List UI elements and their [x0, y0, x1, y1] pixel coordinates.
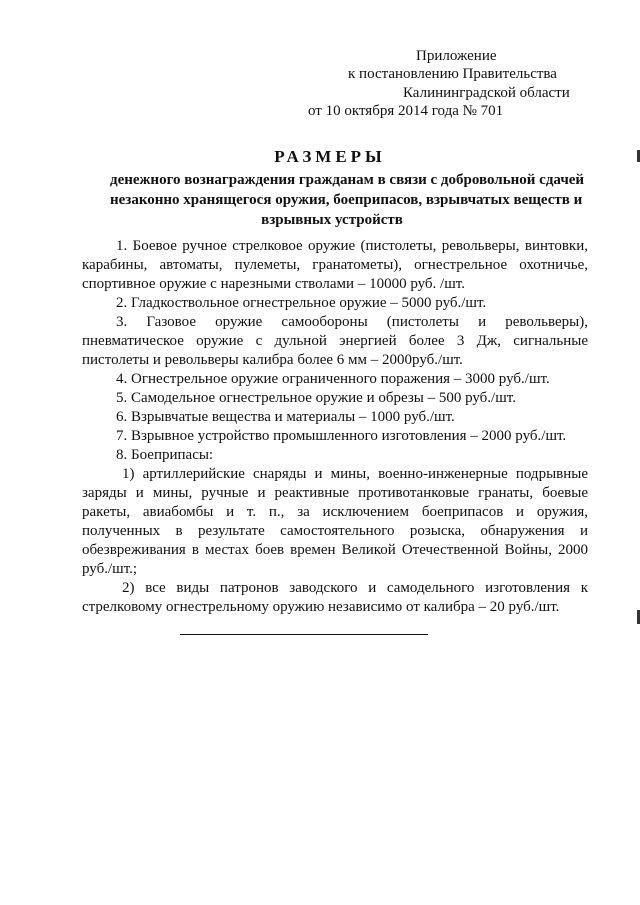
subitem-1-line-5: обезвреживания в местах боев времен Великой Отечественной Войны, 2000	[82, 542, 588, 558]
item-1-line-1: 1. Боевое ручное стрелковое оружие (пистолеты, револьверы, винтовки,	[116, 238, 588, 254]
item-5-line: 5. Самодельное огнестрельное оружие и обрезы – 500 руб./шт.	[116, 390, 516, 406]
item-1	[82, 237, 588, 294]
document-subtitle	[110, 170, 585, 230]
appendix-line-1: Приложение	[416, 48, 497, 64]
item-8-line: 8. Боеприпасы:	[116, 447, 214, 463]
item-2-line: 2. Гладкоствольное огнестрельное оружие – 5000 руб./шт.	[116, 295, 487, 311]
subitem-1-line-3: ракеты, авиабомбы и т. п., за исключением боеприпасов и оружия,	[82, 504, 588, 520]
subtitle-line-1: денежного вознаграждения гражданам в связи с добровольной сдачей	[110, 172, 585, 188]
subtitle-line-2: незаконно хранящегося оружия, боеприпасов, взрывчатых веществ и	[110, 192, 583, 208]
item-7	[82, 427, 588, 446]
subitem-1-line-1: 1) артиллерийские снаряды и мины, военно-инженерные подрывные	[122, 466, 588, 482]
item-8	[82, 446, 588, 465]
item-1-line-2: карабины, автоматы, пулеметы, гранатометы), огнестрельное охотничье,	[82, 257, 588, 273]
subitem-1-line-4: полученных в результате самостоятельного розыска, обнаружения и	[82, 523, 588, 539]
item-1-line-3: спортивное оружие с нарезными стволами – 10000 руб. /шт.	[82, 276, 465, 292]
appendix-line-3: Калининградской области	[403, 85, 570, 101]
appendix-line-2: к постановлению Правительства	[348, 66, 557, 82]
item-3-line-2: пневматическое оружие с дульной энергией более 3 Дж, сигнальные	[82, 333, 588, 349]
item-6-line: 6. Взрывчатые вещества и материалы – 1000 руб./шт.	[116, 409, 455, 425]
subitem-1	[82, 465, 588, 579]
subitem-2-line-1: 2) все виды патронов заводского и самодельного изготовления к	[122, 580, 588, 596]
subitem-1-line-6: руб./шт.;	[82, 561, 138, 577]
document-title: РАЗМЕРЫ	[274, 147, 386, 166]
subitem-2-line-2: стрелковому огнестрельному оружию независимо от калибра – 20 руб./шт.	[82, 599, 560, 615]
appendix-line-4: от 10 октября 2014 года № 701	[308, 103, 504, 119]
item-3-line-1: 3. Газовое оружие самообороны (пистолеты и револьверы),	[116, 314, 588, 330]
item-3	[82, 313, 588, 370]
item-5	[82, 389, 588, 408]
item-7-line: 7. Взрывное устройство промышленного изготовления – 2000 руб./шт.	[116, 428, 567, 444]
subitem-1-line-2: заряды и мины, ручные и реактивные противотанковые гранаты, боевые	[82, 485, 588, 501]
subitem-2	[82, 579, 588, 617]
document-body	[82, 237, 588, 617]
item-2	[82, 294, 588, 313]
item-4-line: 4. Огнестрельное оружие ограниченного поражения – 3000 руб./шт.	[116, 371, 550, 387]
item-6	[82, 408, 588, 427]
item-4	[82, 370, 588, 389]
item-3-line-3: пистолеты и револьверы калибра более 6 мм – 2000руб./шт.	[82, 352, 463, 368]
closing-rule	[180, 634, 428, 635]
subtitle-line-3: взрывных устройств	[261, 212, 403, 228]
